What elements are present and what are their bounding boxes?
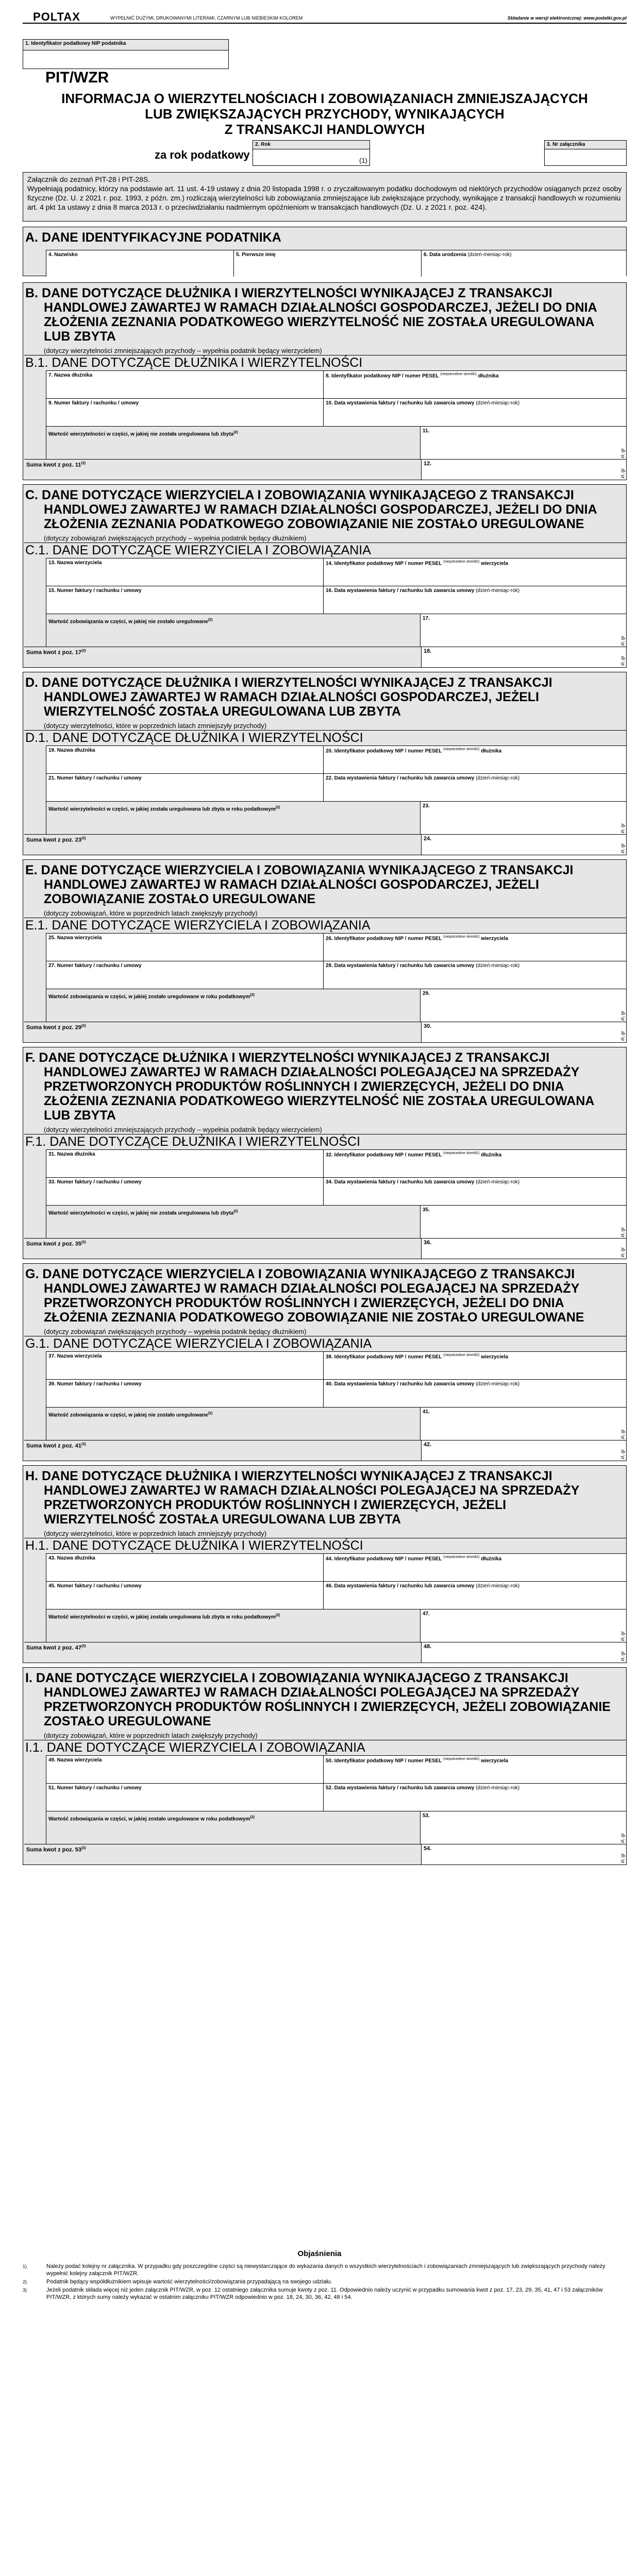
currency-unit: zł, gr	[620, 1449, 625, 1460]
currency-unit: zł, gr	[620, 843, 625, 854]
section-c-value-field[interactable]: 17. zł, gr	[421, 614, 626, 647]
currency-unit: zł, gr	[620, 823, 625, 834]
section-e-note: (dotyczy zobowiązań, które w poprzednich latach zwiększyły przychody)	[44, 909, 258, 917]
form-note: Załącznik do zeznań PIT-28 i PIT-28S. Wypełniają podatnicy, którzy na podstawie art. 11 ust. 4-19 ustawy z dnia 20 listopada 1998 r. o zryczałtowanym podatku dochodowym od niektórych przychodów osiąganych przez osoby fizyczne (Dz. U. z 2021 r. poz. 1993, z późn. zm.) rozliczają wierzytelności lub zobowiązania zmniejszające lub zwiększające przychody, wynikające z transakcji handlowych w rozumieniu art. 4 pkt 1a ustawy z dnia 8 marca 2013 r. o przeciwdziałaniu nadmiernym opóźnieniom w transakcjach handlowych (Dz. U. z 2021 r. poz. 424).	[23, 172, 627, 222]
section-g-sum-row: Suma kwot z poz. 41$^{(3)}$ 42. zł, gr	[24, 1440, 626, 1461]
section-d-subsection-title: D.1. DANE DOTYCZĄCE DŁUŻNIKA I WIERZYTELNOŚCI	[24, 730, 626, 745]
section-i	[23, 1667, 627, 1865]
section-h-invoice-date-field[interactable]: 46. Data wystawienia faktury / rachunku lub zawarcia umowy (dzień-miesiąc-rok)	[326, 1583, 520, 1589]
nip-input[interactable]	[23, 50, 228, 69]
section-f-party-name-field[interactable]: 31. Nazwa dłużnika	[46, 1150, 324, 1177]
section-b-subsection-title: B.1. DANE DOTYCZĄCE DŁUŻNIKA I WIERZYTELNOŚCI	[24, 355, 626, 370]
section-i-sum-row: Suma kwot z poz. 53$^{(3)}$ 54. zł, gr	[24, 1844, 626, 1865]
section-f-sum-field[interactable]: 36. zł, gr	[421, 1239, 626, 1259]
section-f-title: F. DANE DOTYCZĄCE DŁUŻNIKA I WIERZYTELNOŚCI WYNIKAJĄCEJ Z TRANSAKCJI HANDLOWEJ ZAWARTEJ W RAMACH DZIAŁALNOŚCI POLEGAJĄCEJ NA SPRZEDAŻY PRZETWORZONYCH PRODUKTÓW ROŚLINNYCH I ZWIERZĘCYCH, JEŻELI DO DNIA ZŁOŻENIA ZEZNANIA PODATKOWEGO WIERZYTELNOŚĆ NIE ZOSTAŁA UREGULOWANA LUB ZBYTA (dotyczy wierzytelności zmniejszających przychody – wypełnia podatnik będący wierzycielem)	[25, 1050, 625, 1137]
fill-instruction: WYPEŁNIĆ DUŻYMI, DRUKOWANYMI LITERAMI, CZARNYM LUB NIEBIESKIM KOLOREM	[110, 15, 303, 21]
section-b-invoice-number-field[interactable]: 9. Numer faktury / rachunku / umowy	[46, 399, 324, 426]
section-h-invoice-number-field[interactable]: 45. Numer faktury / rachunku / umowy	[46, 1582, 324, 1609]
section-d-sum-field[interactable]: 24. zł, gr	[421, 835, 626, 855]
section-i-value-label: Wartość zobowiązania w części, w jakiej zostało uregulowane w roku podatkowym$^{(2)}$	[46, 1811, 421, 1844]
section-i-subsection-title: I.1. DANE DOTYCZĄCE WIERZYCIELA I ZOBOWIĄZANIA	[24, 1740, 626, 1755]
section-h-title: H. DANE DOTYCZĄCE DŁUŻNIKA I WIERZYTELNOŚCI WYNIKAJĄCEJ Z TRANSAKCJI HANDLOWEJ ZAWARTEJ W RAMACH DZIAŁALNOŚCI POLEGAJĄCEJ NA SPRZEDAŻY PRZETWORZONYCH PRODUKTÓW ROŚLINNYCH I ZWIERZĘCYCH, JEŻELI WIERZYTELNOŚĆ ZOSTAŁA UREGULOWANA LUB ZBYTA (dotyczy wierzytelności, które w poprzednich latach zmniejszyły przychody)	[25, 1469, 625, 1541]
taxpayer-nip-field	[23, 39, 229, 69]
explanation-item: 2) Podatnik będący współdłużnikiem wpisuje wartość wierzytelności/zobowiązania przypadającą na swojego udziału.	[23, 2279, 332, 2285]
section-b-title: B. DANE DOTYCZĄCE DŁUŻNIKA I WIERZYTELNOŚCI WYNIKAJĄCEJ Z TRANSAKCJI HANDLOWEJ ZAWARTEJ W RAMACH DZIAŁALNOŚCI GOSPODARCZEJ, JEŻELI DO DNIA ZŁOŻENIA ZEZNANIA PODATKOWEGO WIERZYTELNOŚĆ NIE ZOSTAŁA UREGULOWANA LUB ZBYTA (dotyczy wierzytelności zmniejszających przychody – wypełnia podatnik będący wierzycielem)	[25, 286, 625, 358]
tax-year-field: 2. Rok (1)	[253, 140, 370, 166]
section-d-value-field[interactable]: 23. zł, gr	[421, 802, 626, 835]
section-g-note: (dotyczy zobowiązań zwiększających przychody – wypełnia podatnik będący dłużnikiem)	[44, 1328, 307, 1335]
section-c-party-name-field[interactable]: 13. Nazwa wierzyciela	[46, 558, 324, 586]
section-e-invoice-date-field[interactable]: 28. Data wystawienia faktury / rachunku lub zawarcia umowy (dzień-miesiąc-rok)	[326, 963, 520, 969]
section-e	[23, 859, 627, 1043]
first-name-field[interactable]: 5. Pierwsze imię	[234, 250, 422, 277]
section-e-sum-row: Suma kwot z poz. 29$^{(3)}$ 30. zł, gr	[24, 1022, 626, 1042]
section-a	[23, 227, 627, 276]
submission-info: Składanie w wersji elektronicznej: www.podatki.gov.pl	[507, 15, 627, 21]
section-d-value-label: Wartość wierzytelności w części, w jakiej została uregulowana lub zbyta w roku podatkowym$^{(2)}$	[46, 802, 421, 835]
section-h-value-field[interactable]: 47. zł, gr	[421, 1609, 626, 1642]
section-b-party-id-field[interactable]: 8. Identyfikator podatkowy NIP / numer PESEL $^{(niepotrzebne skreślić)}$ dłużnika	[326, 372, 499, 379]
section-c-sum-field[interactable]: 18. zł, gr	[421, 647, 626, 667]
section-i-party-name-field[interactable]: 49. Nazwa wierzyciela	[46, 1756, 324, 1783]
section-c-value-label: Wartość zobowiązania w części, w jakiej nie zostało uregulowane$^{(2)}$	[46, 614, 421, 647]
explanations-title: Objaśnienia	[297, 2249, 342, 2258]
currency-unit: zł, gr	[620, 1227, 625, 1238]
currency-unit: zł, gr	[620, 1429, 625, 1439]
section-e-sum-field[interactable]: 30. zł, gr	[421, 1022, 626, 1042]
section-e-value-label: Wartość zobowiązania w części, w jakiej zostało uregulowane w roku podatkowym$^{(2)}$	[46, 989, 421, 1022]
section-f-value-field[interactable]: 35. zł, gr	[421, 1206, 626, 1239]
section-i-note: (dotyczy zobowiązań, które w poprzednich latach zwiększyły przychody)	[44, 1732, 258, 1739]
currency-unit: zł, gr	[620, 656, 625, 666]
section-h-subsection-title: H.1. DANE DOTYCZĄCE DŁUŻNIKA I WIERZYTELNOŚCI	[24, 1538, 626, 1553]
explanation-item: 1) Należy podać kolejny nr załącznika. W przypadku gdy poszczególne części są niewystarczające do wykazania danych o wszystkich wierzytelnościach i zobowiązaniach zmniejszających lub zwiększających przychody należy wypełnić kolejny załącznik PIT/WZR.	[23, 2263, 606, 2277]
section-i-title: I. DANE DOTYCZĄCE WIERZYCIELA I ZOBOWIĄZANIA WYNIKAJĄCEGO Z TRANSAKCJI HANDLOWEJ ZAWARTEJ W RAMACH DZIAŁALNOŚCI POLEGAJĄCEJ NA SPRZEDAŻY PRZETWORZONYCH PRODUKTÓW ROŚLINNYCH I ZWIERZĘCYCH, JEŻELI ZOBOWIĄZANIE ZOSTAŁO UREGULOWANE (dotyczy zobowiązań, które w poprzednich latach zwiększyły przychody)	[25, 1671, 625, 1743]
form-title: INFORMACJA O WIERZYTELNOŚCIACH I ZOBOWIĄZANIACH ZMNIEJSZAJĄCYCH LUB ZWIĘKSZAJĄCYCH PRZYCHODY, WYNIKAJĄCYCH Z TRANSAKCJI HANDLOWYCH	[61, 91, 588, 137]
section-h	[23, 1465, 627, 1663]
section-h-sum-row: Suma kwot z poz. 47$^{(3)}$ 48. zł, gr	[24, 1642, 626, 1663]
currency-unit: zł, gr	[620, 1853, 625, 1863]
section-d-sum-row: Suma kwot z poz. 23$^{(3)}$ 24. zł, gr	[24, 834, 626, 855]
section-c-title: C. DANE DOTYCZĄCE WIERZYCIELA I ZOBOWIĄZANIA WYNIKAJĄCEGO Z TRANSAKCJI HANDLOWEJ ZAWARTEJ W RAMACH DZIAŁALNOŚCI GOSPODARCZEJ, JEŻELI DO DNIA ZŁOŻENIA ZEZNANIA PODATKOWEGO ZOBOWIĄZANIE NIE ZOSTAŁO UREGULOWANE (dotyczy zobowiązań zwiększających przychody – wypełnia podatnik będący dłużnikiem)	[25, 488, 625, 546]
currency-unit: zł, gr	[620, 1651, 625, 1662]
section-f-party-id-field[interactable]: 32. Identyfikator podatkowy NIP / numer PESEL $^{(niepotrzebne skreślić)}$ dłużnika	[326, 1151, 502, 1158]
surname-field[interactable]: 4. Nazwisko	[46, 250, 234, 277]
section-b-note: (dotyczy wierzytelności zmniejszających przychody – wypełnia podatnik będący wierzycielem)	[44, 347, 322, 354]
section-d-party-id-field[interactable]: 20. Identyfikator podatkowy NIP / numer PESEL $^{(niepotrzebne skreślić)}$ dłużnika	[326, 748, 502, 754]
section-f	[23, 1047, 627, 1259]
section-c-party-id-field[interactable]: 14. Identyfikator podatkowy NIP / numer PESEL $^{(niepotrzebne skreślić)}$ wierzyciela	[326, 560, 509, 567]
section-b-value-field[interactable]: 11. zł, gr	[421, 427, 626, 460]
section-b-sum-row: Suma kwot z poz. 11$^{(3)}$ 12. zł, gr	[24, 459, 626, 480]
section-h-note: (dotyczy wierzytelności, które w poprzednich latach zmniejszyły przychody)	[44, 1530, 267, 1537]
section-d-invoice-number-field[interactable]: 21. Numer faktury / rachunku / umowy	[46, 774, 324, 801]
section-g-invoice-date-field[interactable]: 40. Data wystawienia faktury / rachunku lub zawarcia umowy (dzień-miesiąc-rok)	[326, 1381, 520, 1387]
currency-unit: zł, gr	[620, 1833, 625, 1843]
section-g-invoice-number-field[interactable]: 39. Numer faktury / rachunku / umowy	[46, 1380, 324, 1407]
section-c	[23, 484, 627, 668]
section-f-note: (dotyczy wierzytelności zmniejszających przychody – wypełnia podatnik będący wierzycielem)	[44, 1126, 322, 1133]
section-b-party-name-field[interactable]: 7. Nazwa dłużnika	[46, 371, 324, 398]
section-b-sum-field[interactable]: 12. zł, gr	[421, 460, 626, 480]
section-c-subsection-title: C.1. DANE DOTYCZĄCE WIERZYCIELA I ZOBOWIĄZANIA	[24, 543, 626, 557]
section-g-title: G. DANE DOTYCZĄCE WIERZYCIELA I ZOBOWIĄZANIA WYNIKAJĄCEGO Z TRANSAKCJI HANDLOWEJ ZAWARTEJ W RAMACH DZIAŁALNOŚCI POLEGAJĄCEJ NA SPRZEDAŻY PRZETWORZONYCH PRODUKTÓW ROŚLINNYCH I ZWIERZĘCYCH, JEŻELI DO DNIA ZŁOŻENIA ZEZNANIA PODATKOWEGO ZOBOWIĄZANIE NIE ZOSTAŁO UREGULOWANE (dotyczy zobowiązań zwiększających przychody – wypełnia podatnik będący dłużnikiem)	[25, 1267, 625, 1339]
section-d-title: D. DANE DOTYCZĄCE DŁUŻNIKA I WIERZYTELNOŚCI WYNIKAJĄCEJ Z TRANSAKCJI HANDLOWEJ ZAWARTEJ W RAMACH DZIAŁALNOŚCI GOSPODARCZEJ, JEŻELI WIERZYTELNOŚĆ ZOSTAŁA UREGULOWANA LUB ZBYTA (dotyczy wierzytelności, które w poprzednich latach zmniejszyły przychody)	[25, 675, 625, 733]
section-g-party-id-field[interactable]: 38. Identyfikator podatkowy NIP / numer PESEL $^{(niepotrzebne skreślić)}$ wierzyciela	[326, 1353, 509, 1360]
section-e-party-name-field[interactable]: 25. Nazwa wierzyciela	[46, 934, 324, 961]
section-i-invoice-number-field[interactable]: 51. Numer faktury / rachunku / umowy	[46, 1784, 324, 1811]
explanations	[23, 2263, 627, 2302]
section-i-party-id-field[interactable]: 50. Identyfikator podatkowy NIP / numer PESEL $^{(niepotrzebne skreślić)}$ wierzyciela	[326, 1757, 509, 1764]
currency-unit: zł, gr	[620, 468, 625, 479]
section-h-sum-field[interactable]: 48. zł, gr	[421, 1642, 626, 1663]
section-i-sum-field[interactable]: 54. zł, gr	[421, 1844, 626, 1865]
section-c-invoice-date-field[interactable]: 16. Data wystawienia faktury / rachunku lub zawarcia umowy (dzień-miesiąc-rok)	[326, 588, 520, 594]
section-e-subsection-title: E.1. DANE DOTYCZĄCE WIERZYCIELA I ZOBOWIĄZANIA	[24, 918, 626, 933]
section-e-party-id-field[interactable]: 26. Identyfikator podatkowy NIP / numer PESEL $^{(niepotrzebne skreślić)}$ wierzyciela	[326, 935, 509, 942]
section-a-title: A. DANE IDENTYFIKACYJNE PODATNIKA	[25, 230, 281, 245]
section-i-value-field[interactable]: 53. zł, gr	[421, 1811, 626, 1844]
attachment-number-field: 3. Nr załącznika	[544, 140, 627, 166]
currency-unit: zł, gr	[620, 448, 625, 459]
section-g-value-field[interactable]: 41. zł, gr	[421, 1408, 626, 1440]
section-f-value-label: Wartość wierzytelności w części, w jakiej nie została uregulowana lub zbyta$^{(2)}$	[46, 1206, 421, 1239]
section-f-subsection-title: F.1. DANE DOTYCZĄCE DŁUŻNIKA I WIERZYTELNOŚCI	[24, 1134, 626, 1149]
section-b-value-label: Wartość wierzytelności w części, w jakiej nie została uregulowana lub zbyta$^{(2)}$	[46, 427, 421, 460]
section-g-subsection-title: G.1. DANE DOTYCZĄCE WIERZYCIELA I ZOBOWIĄZANIA	[24, 1336, 626, 1351]
tax-year-input[interactable]	[253, 149, 369, 165]
section-d-note: (dotyczy wierzytelności, które w poprzednich latach zmniejszyły przychody)	[44, 722, 267, 730]
section-i-invoice-date-field[interactable]: 52. Data wystawienia faktury / rachunku lub zawarcia umowy (dzień-miesiąc-rok)	[326, 1785, 520, 1791]
section-c-invoice-number-field[interactable]: 15. Numer faktury / rachunku / umowy	[46, 586, 324, 614]
poltax-logo: POLTAX	[33, 10, 80, 23]
section-c-sum-row: Suma kwot z poz. 17$^{(3)}$ 18. zł, gr	[24, 647, 626, 667]
section-d	[23, 672, 627, 855]
explanation-item: 3) Jeżeli podatnik składa więcej niż jeden załącznik PIT/WZR, w poz. 12 ostatniego załącznika sumuje kwoty z poz. 11. Odpowiednio należy uczynić w przypadku sumowania kwot z poz. 17, 23, 29, 35, 41, 47 i 53 załączników PIT/WZR, z których sumy należy wykazać w ostatnim załączniku PIT/WZR odpowiednio w poz. 18, 24, 30, 36, 42, 48 i 54.	[23, 2287, 603, 2300]
currency-unit: zł, gr	[620, 636, 625, 646]
currency-unit: zł, gr	[620, 1011, 625, 1021]
section-g-value-label: Wartość zobowiązania w części, w jakiej nie zostało uregulowane$^{(2)}$	[46, 1408, 421, 1440]
attachment-number-input[interactable]	[545, 149, 626, 165]
currency-unit: zł, gr	[620, 1631, 625, 1641]
tax-year-row	[155, 140, 627, 166]
section-b-invoice-date-field[interactable]: 10. Data wystawienia faktury / rachunku lub zawarcia umowy (dzień-miesiąc-rok)	[326, 400, 520, 406]
section-g-sum-field[interactable]: 42. zł, gr	[421, 1440, 626, 1461]
section-g	[23, 1263, 627, 1461]
currency-unit: zł, gr	[620, 1031, 625, 1041]
tax-year-prefix: za rok podatkowy	[155, 148, 250, 161]
section-h-party-name-field[interactable]: 43. Nazwa dłużnika	[46, 1554, 324, 1581]
section-h-value-label: Wartość wierzytelności w części, w jakiej została uregulowana lub zbyta w roku podatkowym$^{(2)}$	[46, 1609, 421, 1642]
section-g-party-name-field[interactable]: 37. Nazwa wierzyciela	[46, 1352, 324, 1379]
nip-label: 1. Identyfikator podatkowy NIP podatnika	[25, 41, 126, 46]
section-h-party-id-field[interactable]: 44. Identyfikator podatkowy NIP / numer PESEL $^{(niepotrzebne skreślić)}$ dłużnika	[326, 1555, 502, 1562]
currency-unit: zł, gr	[620, 1247, 625, 1258]
section-f-sum-row: Suma kwot z poz. 35$^{(3)}$ 36. zł, gr	[24, 1238, 626, 1259]
form-header	[23, 10, 627, 24]
section-e-invoice-number-field[interactable]: 27. Numer faktury / rachunku / umowy	[46, 961, 324, 989]
section-f-invoice-date-field[interactable]: 34. Data wystawienia faktury / rachunku lub zawarcia umowy (dzień-miesiąc-rok)	[326, 1179, 520, 1185]
section-e-value-field[interactable]: 29. zł, gr	[421, 989, 626, 1022]
section-f-invoice-number-field[interactable]: 33. Numer faktury / rachunku / umowy	[46, 1178, 324, 1205]
section-d-invoice-date-field[interactable]: 22. Data wystawienia faktury / rachunku lub zawarcia umowy (dzień-miesiąc-rok)	[326, 775, 520, 781]
form-code: PIT/WZR	[45, 69, 109, 86]
section-e-title: E. DANE DOTYCZĄCE WIERZYCIELA I ZOBOWIĄZANIA WYNIKAJĄCEGO Z TRANSAKCJI HANDLOWEJ ZAWARTEJ W RAMACH DZIAŁALNOŚCI GOSPODARCZEJ, JEŻELI ZOBOWIĄZANIE ZOSTAŁO UREGULOWANE (dotyczy zobowiązań, które w poprzednich latach zwiększyły przychody)	[25, 863, 625, 921]
section-d-party-name-field[interactable]: 19. Nazwa dłużnika	[46, 746, 324, 773]
section-b	[23, 282, 627, 480]
section-c-note: (dotyczy zobowiązań zwiększających przychody – wypełnia podatnik będący dłużnikiem)	[44, 534, 307, 542]
birth-date-field[interactable]: 6. Data urodzenia (dzień-miesiąc-rok)	[424, 252, 512, 258]
